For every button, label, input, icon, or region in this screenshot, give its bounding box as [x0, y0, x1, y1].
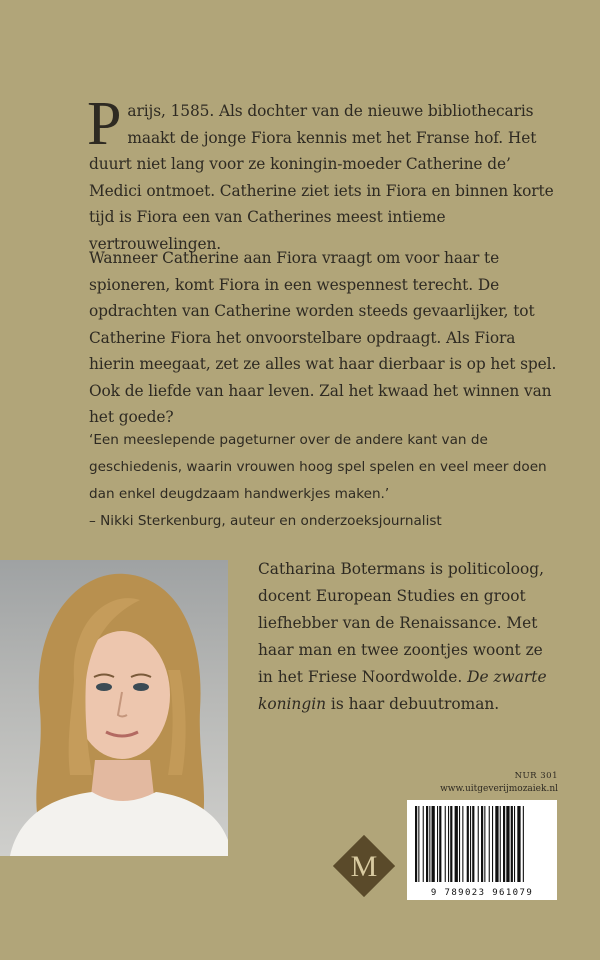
barcode-bar [514, 806, 515, 882]
review-quote [89, 427, 559, 535]
barcode-bar [470, 806, 471, 882]
barcode-bar [503, 806, 505, 882]
publisher-logo [333, 835, 395, 901]
barcode-bar [432, 806, 435, 882]
barcode-bar [459, 806, 460, 882]
barcode-bar [484, 806, 485, 882]
barcode-bar [455, 806, 458, 882]
logo-letter: M [350, 850, 378, 883]
author-photo [0, 560, 228, 856]
nur-code: NUR 301 [514, 771, 558, 781]
barcode-bar [429, 806, 430, 882]
blurb-paragraph-2: Wanneer Catherine aan Fiora vraagt om voor haar te spioneren, komt Fiora in een wespennest terecht. De opdrachten van Catherine worden steeds gevaarlijker, tot Catherine Fiora het onvoorstelbare opdraagt. Als Fiora hierin meegaat, zet ze alles wat haar dierbaar is op het spel. Ook de liefde van haar leven. Zal het kwaad het winnen van het goede? [89, 249, 557, 426]
barcode-bar [489, 806, 490, 882]
barcode-bar [445, 806, 446, 882]
bio-text-end: is haar debuutroman. [326, 695, 500, 713]
barcode-bar [517, 806, 520, 882]
barcode-bar [418, 806, 419, 882]
barcode [407, 800, 557, 900]
barcode-bar [500, 806, 501, 882]
bio-text: Catharina Botermans is politicoloog, docent European Studies en groot liefhebber van de Renaissance. Met haar man en twee zoontjes woont ze in het Friese Noordwolde. [258, 560, 545, 686]
barcode-bar [437, 806, 438, 882]
barcode-bar [472, 806, 474, 882]
barcode-bar [415, 806, 417, 882]
barcode-bar [439, 806, 441, 882]
quote-attribution: – Nikki Sterkenburg, auteur en onderzoeksjournalist [89, 513, 442, 529]
blurb-paragraph-1 [87, 90, 557, 257]
barcode-bar [426, 806, 428, 882]
isbn-number: 9 789023 961079 [430, 888, 534, 898]
barcode-bar [492, 806, 493, 882]
drop-cap: P [87, 90, 122, 158]
barcode-bar [467, 806, 469, 882]
blurb-paragraph-1-text: arijs, 1585. Als dochter van de nieuwe bibliothecaris maakt de jonge Fiora kennis met het Franse hof. Het duurt niet lang voor ze koningin-moeder Catherine de’ Medici ontmoet. Catherine ziet iets in Fiora en binnen korte tijd is Fiora een van Catherines meest intieme vertrouwelingen. [89, 102, 554, 253]
barcode-bar [462, 806, 463, 882]
publisher-url: www.uitgeverijmozaiek.nl [440, 784, 558, 794]
barcode-bar [506, 806, 509, 882]
barcode-bar [481, 806, 483, 882]
barcode-bar [450, 806, 452, 882]
quote-text: ‘Een meeslepende pageturner over de andere kant van de geschiedenis, waarin vrouwen hoog spel spelen en veel meer doen dan enkel deugdzaam handwerkjes maken.’ [89, 432, 547, 502]
barcode-bar [495, 806, 498, 882]
book-title-italic: De zwarte koningin [258, 668, 547, 713]
barcode-bar [523, 806, 524, 882]
barcode-bar [448, 806, 449, 882]
author-bio [258, 556, 558, 718]
barcode-bar [511, 806, 513, 882]
barcode-bar [478, 806, 479, 882]
barcode-bar [423, 806, 424, 882]
barcode-bars [413, 806, 551, 882]
